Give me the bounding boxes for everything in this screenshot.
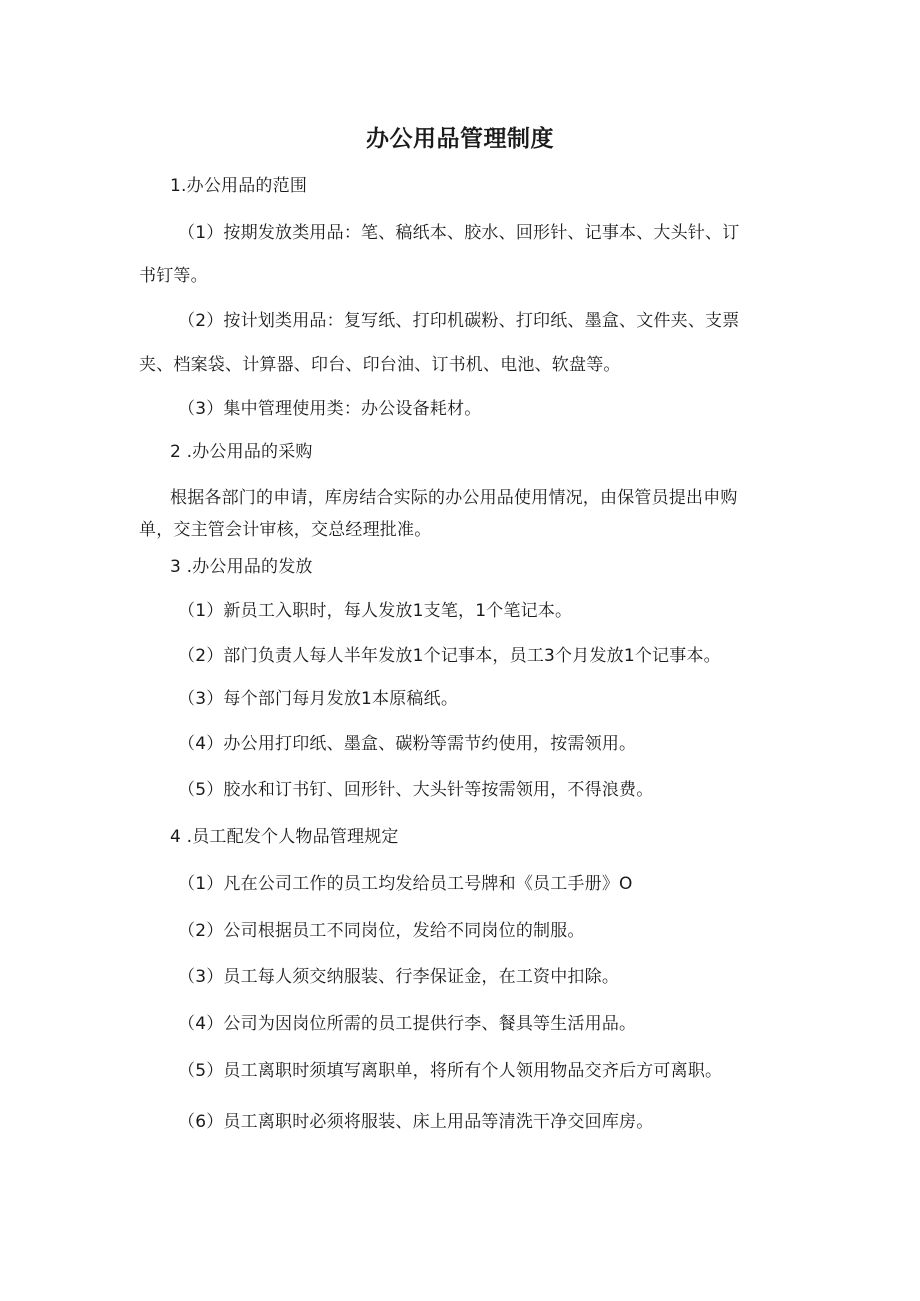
section-3-item-5: （5）胶水和订书钉、回形针、大头针等按需领用，不得浪费。 [178, 780, 654, 800]
section-1-heading: 1.办公用品的范围 [170, 176, 308, 196]
section-2-heading: 2 .办公用品的采购 [170, 442, 313, 462]
section-1-item-2-line-2: 夹、档案袋、计算器、印台、印台油、订书机、电池、软盘等。 [139, 355, 621, 375]
section-4-item-4: （4）公司为因岗位所需的员工提供行李、餐具等生活用品。 [178, 1014, 637, 1034]
section-2-paragraph-line-2: 单，交主管会计审核，交总经理批准。 [139, 520, 432, 540]
section-4-heading: 4 .员工配发个人物品管理规定 [170, 827, 399, 847]
section-3-item-4: （4）办公用打印纸、墨盒、碳粉等需节约使用，按需领用。 [178, 734, 637, 754]
section-1-item-3: （3）集中管理使用类：办公设备耗材。 [178, 399, 482, 419]
section-1-item-1-line-1: （1）按期发放类用品：笔、稿纸本、胶水、回形针、记事本、大头针、订 [178, 223, 740, 243]
section-4-item-1: （1）凡在公司工作的员工均发给员工号牌和《员工手册》O [178, 874, 633, 894]
section-1-item-1-line-2: 书钉等。 [139, 266, 208, 286]
section-4-item-2: （2）公司根据员工不同岗位，发给不同岗位的制服。 [178, 921, 585, 941]
section-4-item-3: （3）员工每人须交纳服装、行李保证金，在工资中扣除。 [178, 967, 620, 987]
section-3-heading: 3 .办公用品的发放 [170, 557, 313, 577]
section-3-item-3: （3）每个部门每月发放1本原稿纸。 [178, 689, 459, 709]
section-4-item-6: （6）员工离职时必须将服装、床上用品等清洗干净交回库房。 [178, 1112, 654, 1132]
section-1-item-2-line-1: （2）按计划类用品：复写纸、打印机碳粉、打印纸、墨盒、文件夹、支票 [178, 311, 740, 331]
section-3-item-2: （2）部门负责人每人半年发放1个记事本，员工3个月发放1个记事本。 [178, 646, 721, 666]
section-4-item-5: （5）员工离职时须填写离职单，将所有个人领用物品交齐后方可离职。 [178, 1061, 723, 1081]
section-3-item-1: （1）新员工入职时，每人发放1支笔，1个笔记本。 [178, 601, 573, 621]
section-2-paragraph-line-1: 根据各部门的申请，库房结合实际的办公用品使用情况，由保管员提出申购 [170, 488, 738, 508]
document-title: 办公用品管理制度 [366, 126, 554, 152]
